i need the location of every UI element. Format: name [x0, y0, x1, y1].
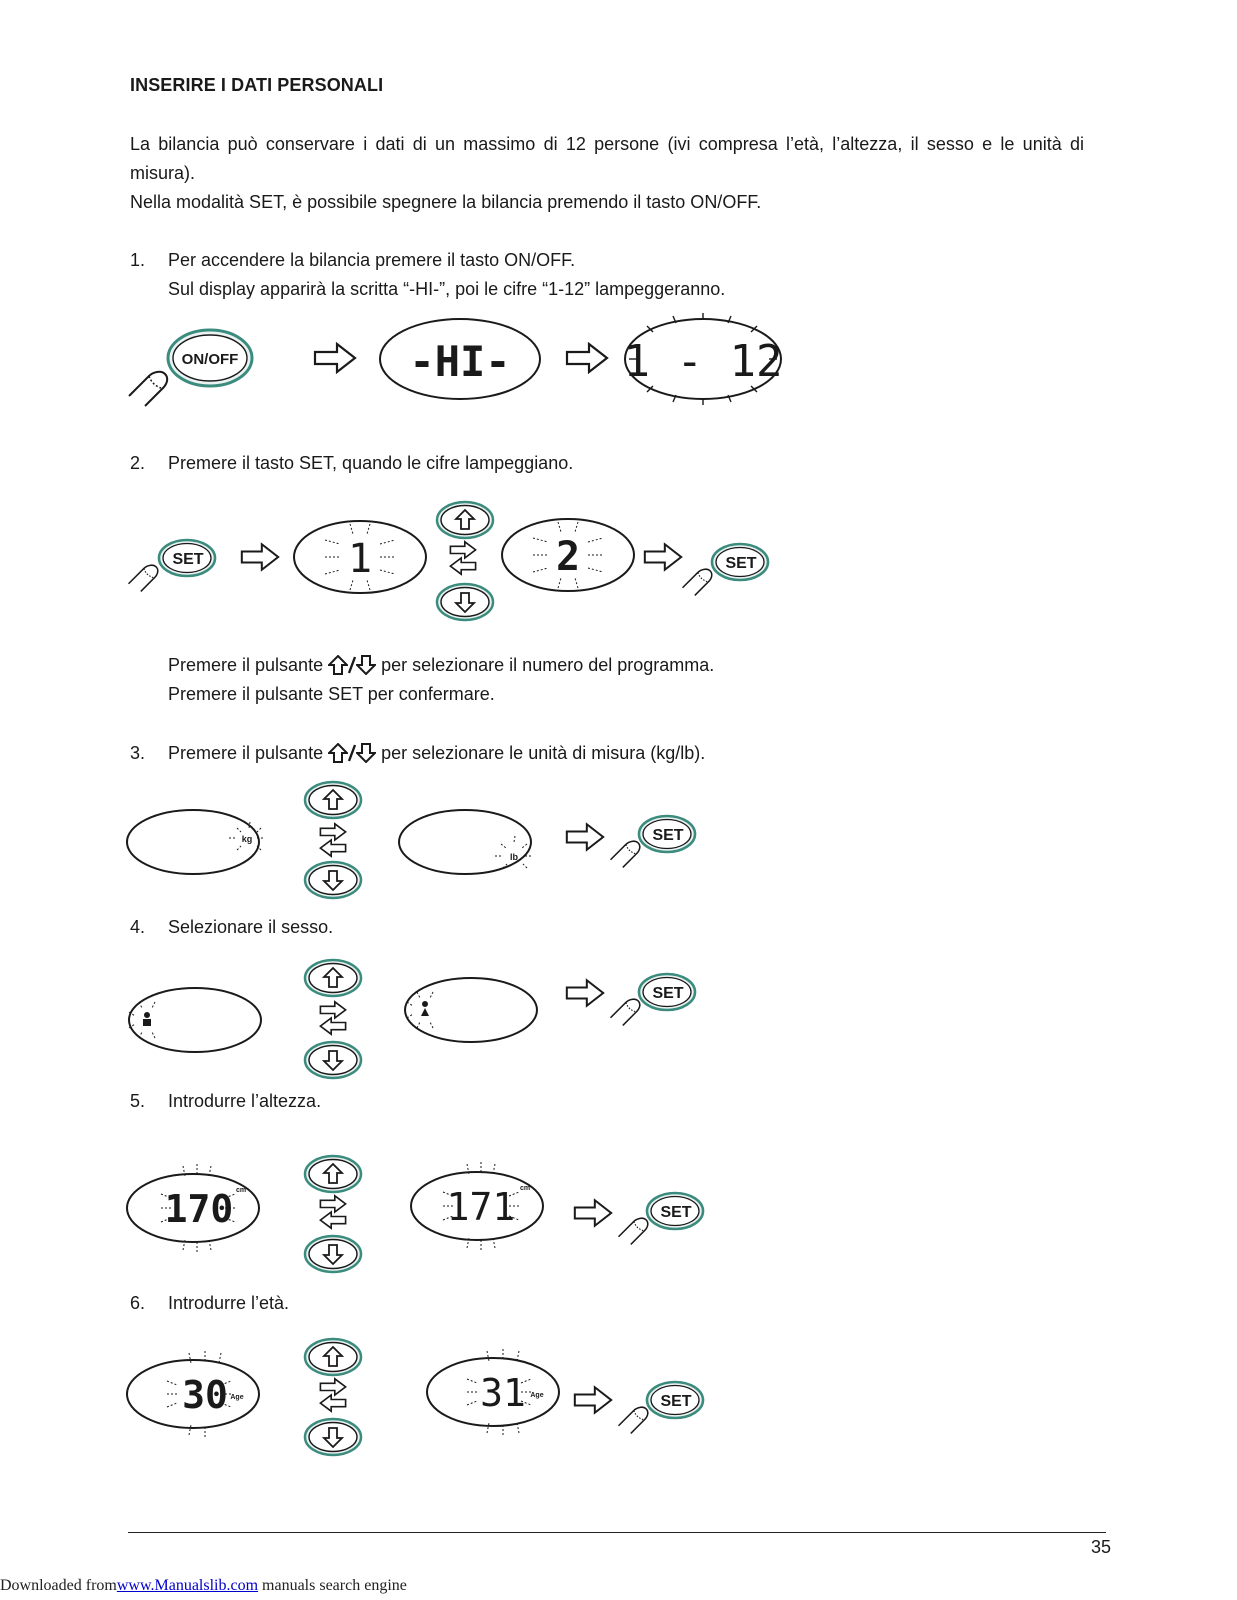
hi-text: -HI-	[409, 337, 511, 386]
set-button	[647, 1193, 703, 1229]
hand-pointer-icon	[619, 1407, 648, 1433]
step-2-note-2: Premere il pulsante SET per confermare.	[168, 684, 495, 704]
svg-text:cm: cm	[235, 1187, 247, 1194]
right-arrow-icon	[315, 344, 355, 372]
right-arrow-icon	[575, 1387, 611, 1412]
svg-text:1: 1	[347, 536, 373, 582]
step-number: 4.	[130, 917, 146, 937]
step-3-figure	[125, 780, 725, 902]
svg-text:kg: kg	[241, 834, 253, 844]
page-number: 35	[1090, 1537, 1111, 1557]
step-2-note-1: Premere il pulsante per selezionare il numero del programma.	[168, 655, 715, 675]
right-arrow-icon	[567, 824, 603, 849]
svg-text:cm: cm	[519, 1185, 531, 1192]
svg-text:lb: lb	[510, 852, 518, 862]
up-arrow-button-icon	[305, 1339, 361, 1375]
step-1-line-2: Sul display apparirà la scritta “-HI-”, poi le cifre “1-12” lampeggeranno.	[168, 279, 726, 299]
step-number: 1.	[130, 250, 146, 270]
program-display-2	[502, 519, 634, 591]
intro-paragraph: La bilancia può conservare i dati di un massimo di 12 persone (ivi compresa l’età, l’altezza, il sesso e le unità di misura).	[130, 134, 1084, 183]
intro-note: Nella modalità SET, è possibile spegnere la bilancia premendo il tasto ON/OFF.	[130, 192, 762, 212]
svg-text:30: 30	[182, 1373, 228, 1417]
step-6-line-1: Introdurre l’età.	[168, 1293, 290, 1313]
set-button	[639, 816, 695, 852]
swap-arrows-icon	[320, 1196, 345, 1228]
svg-text:SET: SET	[172, 551, 204, 568]
down-arrow-button-icon	[305, 862, 361, 898]
height-display-1	[127, 1164, 259, 1252]
svg-text:SET: SET	[652, 827, 684, 844]
age-display-1	[127, 1351, 259, 1437]
svg-text:Age: Age	[530, 1392, 544, 1399]
svg-text:SET: SET	[652, 985, 684, 1002]
step-4-line-1: Selezionare il sesso.	[168, 917, 334, 937]
set-button	[159, 540, 215, 576]
range-text: 1 - 12	[623, 336, 783, 387]
swap-arrows-icon	[320, 824, 345, 856]
down-arrow-button-icon	[305, 1419, 361, 1455]
step-5-line-1: Introdurre l’altezza.	[168, 1091, 322, 1111]
set-button	[647, 1382, 703, 1418]
svg-text:Age: Age	[230, 1394, 244, 1401]
footer-divider	[128, 1532, 1106, 1533]
program-display-1	[294, 521, 426, 593]
age-display-2	[427, 1349, 559, 1435]
step-6-figure	[125, 1335, 725, 1459]
hand-pointer-icon	[129, 565, 158, 591]
down-arrow-button-icon	[305, 1236, 361, 1272]
male-display	[129, 988, 261, 1052]
hand-pointer-icon	[611, 999, 640, 1025]
onoff-button	[168, 330, 252, 386]
set-button	[639, 974, 695, 1010]
step-3-line-1: Premere il pulsante per selezionare le unità di misura (kg/lb).	[168, 743, 706, 763]
right-arrow-icon	[567, 980, 603, 1005]
up-arrow-button-icon	[305, 960, 361, 996]
step-number: 3.	[130, 743, 146, 763]
step-number: 6.	[130, 1293, 146, 1313]
right-arrow-icon	[645, 544, 681, 569]
down-arrow-button-icon	[437, 584, 493, 620]
swap-arrows-icon	[320, 1379, 345, 1411]
step-number: 5.	[130, 1091, 146, 1111]
step-1-line-1: Per accendere la bilancia premere il tasto ON/OFF.	[168, 250, 576, 270]
section-title: INSERIRE I DATI PERSONALI	[130, 75, 384, 95]
female-display	[405, 978, 537, 1042]
kg-display	[127, 810, 263, 874]
up-down-arrows-icon	[328, 655, 376, 675]
swap-arrows-icon	[450, 542, 475, 574]
up-arrow-button-icon	[305, 782, 361, 818]
hand-pointer-icon	[683, 569, 712, 595]
download-footer: Downloaded fromwww.Manualslib.com manuals search engine	[0, 1577, 407, 1594]
height-display-2	[411, 1162, 543, 1250]
step-1-figure	[125, 312, 805, 417]
svg-text:SET: SET	[660, 1204, 692, 1221]
range-display	[624, 313, 783, 405]
svg-text:SET: SET	[660, 1393, 692, 1410]
step-2-figure	[125, 500, 785, 625]
up-arrow-button-icon	[305, 1156, 361, 1192]
step-4-figure	[125, 958, 725, 1082]
svg-text:2: 2	[555, 534, 581, 580]
lb-display	[399, 810, 531, 874]
step-number: 2.	[130, 453, 146, 473]
step-5-figure	[125, 1150, 725, 1274]
right-arrow-icon	[567, 344, 607, 372]
hand-pointer-icon	[619, 1218, 648, 1244]
up-down-arrows-icon	[328, 743, 376, 763]
down-arrow-button-icon	[305, 1042, 361, 1078]
male-icon	[143, 1012, 151, 1026]
hand-pointer-icon	[129, 372, 167, 406]
manualslib-link[interactable]: www.Manualslib.com	[116, 1577, 259, 1594]
step-2-line-1: Premere il tasto SET, quando le cifre lampeggiano.	[168, 453, 574, 473]
hi-display	[380, 319, 540, 399]
set-button	[712, 544, 768, 580]
svg-text:170: 170	[164, 1187, 234, 1231]
onoff-label: ON/OFF	[181, 351, 239, 368]
up-arrow-button-icon	[437, 502, 493, 538]
right-arrow-icon	[242, 544, 278, 569]
right-arrow-icon	[575, 1200, 611, 1225]
hand-pointer-icon	[611, 841, 640, 867]
svg-text:171: 171	[446, 1185, 516, 1229]
svg-text:SET: SET	[725, 555, 757, 572]
svg-text:31: 31	[480, 1371, 526, 1415]
swap-arrows-icon	[320, 1002, 345, 1034]
